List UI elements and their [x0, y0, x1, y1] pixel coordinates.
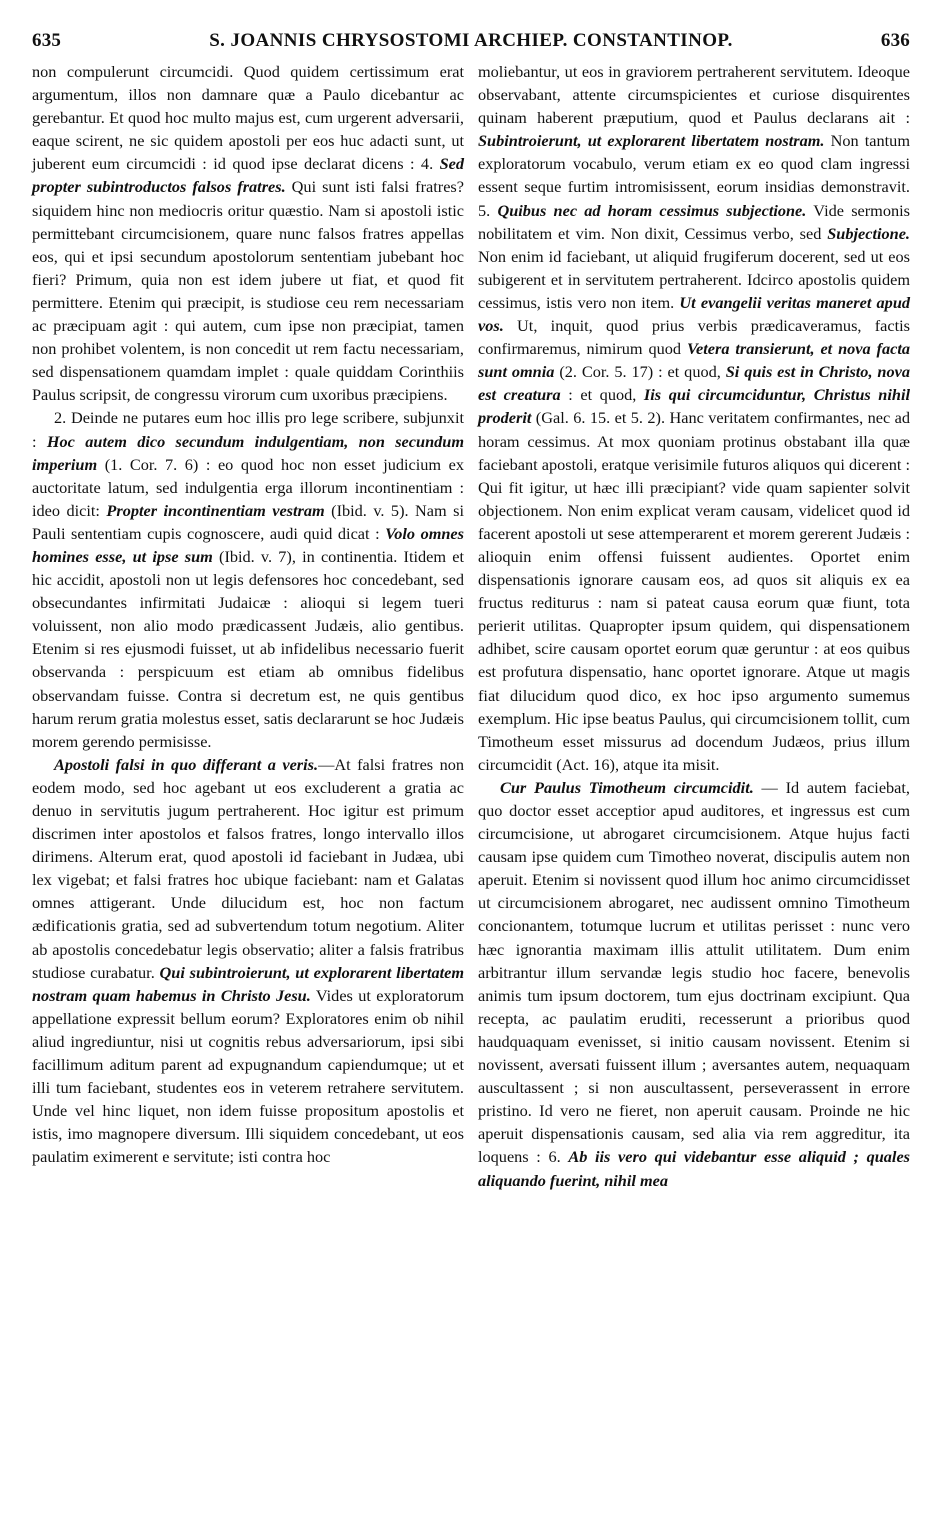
italic-text-run: Qui subintroierunt, ut explorarent libertatem nostram quam habemus in Christo Jesu. — [32, 962, 464, 1005]
text-run: (2. Cor. 5. 17) : et quod, — [554, 362, 726, 382]
paragraph — [478, 60, 910, 776]
running-title: S. JOANNIS CHRYSOSTOMI ARCHIEP. CONSTANTINOP. — [209, 30, 733, 51]
paragraph — [32, 406, 464, 752]
left-page-number: 635 — [32, 30, 62, 51]
text-run: (1. Cor. 7. 6) : eo quod hoc non esset judicium ex auctoritate latum, sed indulgentia erga illorum incontinentiam : ideo dicit: — [32, 454, 464, 520]
italic-text-run: Hoc autem dico secundum indulgentiam, non secundum imperium — [32, 431, 464, 474]
text-run: (Ibid. v. 5). Nam si Pauli sententiam cupis cognoscere, audi quid dicat : — [32, 500, 464, 543]
running-header — [32, 30, 910, 52]
italic-text-run: Vetera transierunt, et nova facta sunt omnia — [478, 339, 911, 382]
text-columns — [32, 60, 910, 1192]
italic-text-run: Si quis est in Christo, nova est creatura — [478, 362, 910, 405]
italic-text-run: Apostoli falsi in quo differant a veris. — [54, 754, 319, 774]
paragraph — [32, 60, 464, 406]
text-run: — Id autem faciebat, quo doctor esset acceptior apud auditores, et ingressus est cum circumcisione, ut abrogaret circumcisionem. Atque hujus facti causam ipse quidem cum Timotheo noverat, discipulis autem non aperuit. Etenim si novissent quod illum hoc animo circumcidisset ut circumcisionem abrogaret, nec audissent omnino Timotheum concionantem, totumque lucrum et utilitas perisset : nunc vero hæc ignorantia maximam illis attulit utilitatem. Dum enim arbitrantur illum servandæ legis studio hoc facere, benevolis animis tum ipsum doctorem, tum ejus doctrinam excipiunt. Qua recepta, ac paulatim eruditi, recesserunt a prioribus quod haudquaquam evenisset, si initio causam novissent. Etenim si novissent, aversati fuissent illum ; aversantes autem, nequaquam auscultassent ; si non auscultassent, perseverassent in errore pristino. Id vero ne fieret, non aperuit causam. Proinde ne hic aperuit dispensationis causam, sed alia via rem aggreditur, ita loquens : 6. — [478, 777, 911, 1167]
italic-text-run: Subjectione. — [827, 223, 910, 243]
italic-text-run: Propter incontinentiam vestram — [106, 500, 325, 520]
italic-text-run: Ab iis vero qui videbantur esse aliquid ; quales aliquando fuerint, nihil mea — [478, 1147, 911, 1190]
italic-text-run: Subintroierunt, ut explorarent libertatem nostram. — [478, 131, 825, 151]
text-run: Ut, inquit, quod prius verbis prædicaveramus, factis confirmaremus, nimirum quod — [478, 316, 910, 359]
italic-text-run: Ut evangelii veritas maneret apud vos. — [478, 292, 911, 336]
left-column — [32, 60, 464, 1192]
text-run: Qui sunt isti falsi fratres? siquidem hinc non mediocris oritur quæstio. Nam si apostoli istic permittebant circumcisionem, quare nunc falsos fratres appellas eos, qui et ipsi secundum apostolorum sententiam jubebant hoc fieri? Primum, quia non est idem jubere ut fiat, et quod fit permittere. Etenim qui præcipit, is studiose ceu rem necessariam ac præcipuam agit : qui autem, cum ipse non præcipiat, tamen non prohibet volentem, is non concedit ut rem factu necessariam, sed dispensationem quamdam implet : quale quiddam Corinthiis Paulus scripsit, de congressu virorum cum uxoribus præcipiens. — [32, 177, 464, 405]
italic-text-run: Sed propter subintroductos falsos fratres. — [32, 154, 464, 197]
paragraph — [32, 753, 464, 1169]
italic-text-run: Quibus nec ad horam cessimus subjectione. — [497, 200, 807, 220]
italic-text-run: Volo omnes homines esse, ut ipse sum — [32, 523, 464, 566]
paragraph — [478, 776, 910, 1192]
text-run: Vide sermonis nobilitatem et vim. Non dixit, Cessimus verbo, sed — [478, 200, 910, 243]
right-column — [478, 60, 910, 1192]
italic-text-run: Cur Paulus Timotheum circumcidit. — [500, 777, 754, 797]
text-run: moliebantur, ut eos in graviorem pertraherent servitutem. Ideoque observabant, attente circumspicientes et curiose disquirentes quinam haberent præputium, quod et Paulus declarans ait : — [478, 62, 910, 128]
text-run: Non tantum exploratorum vocabulo, verum etiam ex eo quod clam ingressi essent seque furtim intromisissent, eorum insidias demonstravit. 5. — [478, 131, 910, 220]
text-run: (Ibid. v. 7), in continentia. Itidem et hic accidit, apostoli non ut legis defensores hoc concedebant, sed obsecundantes infirmitati Judaicæ : alioqui si legem tueri voluissent, non alio modo prædicassent Judæis, alio gentibus. Etenim si res ejusmodi fuisset, ut ab infidelibus necessario fuerit observanda : perspicuum est etiam ab omnibus fidelibus observandam fuisse. Contra si decretum est, ne quis gentibus harum rerum gratia molestus esset, satis declararunt se hoc Judæis morem gerendo permisisse. — [32, 546, 464, 751]
text-run: non compulerunt circumcidi. Quod quidem certissimum erat argumentum, illos non damnare quæ a Paulo dicebantur ac gerebantur. Et quod hoc multo majus est, cum urgerent adversarii, eaque scirent, ne sic quidem apostoli per eos huc adacti sunt, ut juberent eum circumcidi : id quod ipse declarat dicens : 4. — [32, 62, 464, 174]
italic-text-run: Iis qui circumciduntur, Christus nihil proderit — [478, 385, 910, 428]
text-run: Vides ut exploratorum appellatione expressit bellum eorum? Exploratores enim ob nihil aliud ingrediuntur, nisi ut cognitis rebus adversariorum, ipsi sibi facillimum aditum parent ad expugnandum capiendumque; ut et illi tum faciebant, studentes eos in veterem retrahere servitutem. Unde vel hinc liquet, non idem fuisse propositum apostolis et istis, imo magnopere diversum. Illi siquidem concedebant, ut eos paulatim eximerent e servitute; isti contra hoc — [32, 985, 464, 1167]
text-run: —At falsi fratres non eodem modo, sed hoc agebant ut eos excluderent a gratia ac denuo in servitutis jugum pertraherent. Hoc igitur est primum discrimen inter apostolos et falsos fratres, longo intervallo illos dirimens. Alterum erat, quod apostoli id faciebant in Judæa, ubi lex vigebat; et falsi fratres hoc ubique faciebant: nam et Galatas omnes attigerant. Unde dilucidum est, hoc non factum ædificationis gratia, sed ad subvertendum totum negotium. Aliter ab apostolis concedebatur legis observatio; aliter a falsis fratribus studiose curabatur. — [32, 754, 465, 982]
text-run: Non enim id faciebant, ut aliquid frugiferum docerent, sed ut eos subigerent et in servitutem pertraherent. Idcirco apostolis quidem cessimus, istis vero non item. — [478, 246, 910, 312]
text-run: : et quod, — [560, 385, 644, 405]
text-run: (Gal. 6. 15. et 5. 2). Hanc veritatem confirmantes, nec ad horam cessimus. At mox quoniam protinus obstabant illa quæ faciebant apostoli, eratque verisimile futuros aliquos qui dicerent : Qui fit igitur, ut hæc illi præcipiant? vide quam sapienter solvit objectionem. Non enim explicat veram causam, videlicet quod id facerent apostoli ut sese attemperarent et morem gererent Judæis : alioquin enim offensi fuissent audientes. Oportet enim dispensationis ignorare causam eos, ad quos sit aliquis ex ea fructus rediturus : nam si pateat causa eorum quæ fiunt, tota perierit utilitas. Quapropter ipsum quidem, qui dispensationem adhibet, scire causam oportet eorum quæ geruntur : at eos quibus est profutura dispensatio, hanc oportet ignorare. Atque ut magis fiat dilucidum quod dico, ex hoc ipso argumento sumemus exemplum. Hic ipse beatus Paulus, qui circumcisionem tollit, cum Timotheum esset missurus ad docendum Judæos, prius illum circumcidit (Act. 16), atque ita misit. — [478, 408, 910, 774]
right-page-number: 636 — [880, 30, 910, 51]
text-run: 2. Deinde ne putares eum hoc illis pro lege scribere, subjunxit : — [32, 408, 464, 451]
